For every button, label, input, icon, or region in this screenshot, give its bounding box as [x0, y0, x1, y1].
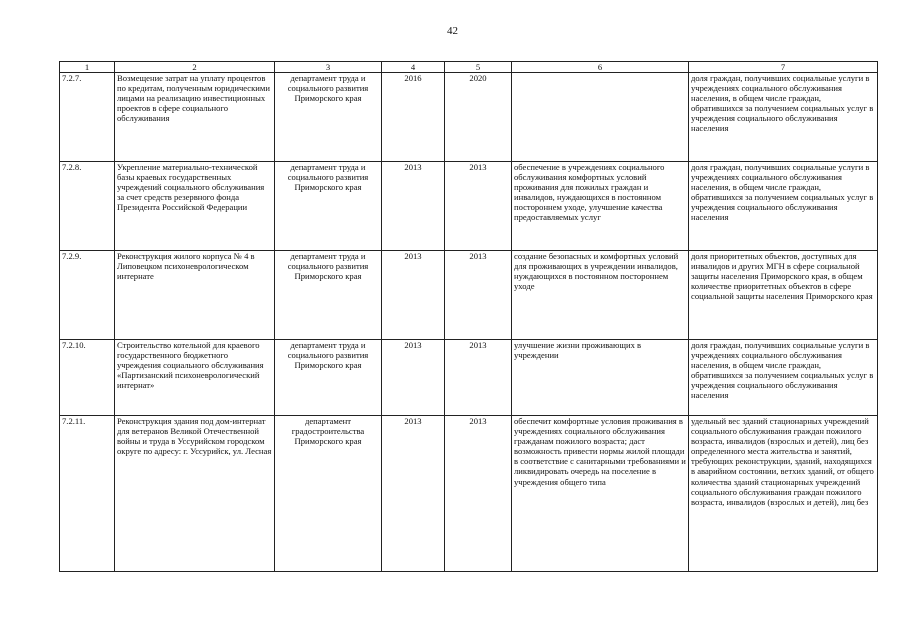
table-row — [60, 340, 878, 416]
column-header: 5 — [445, 62, 512, 73]
table-row — [60, 251, 878, 340]
program-activities-table — [59, 61, 878, 572]
activity-expected-result: создание безопасных и комфортных условий для проживающих в учреждении инвалидов, нуждающихся в постоянном постороннем уходе — [512, 251, 689, 340]
activity-start-year: 2013 — [382, 162, 445, 251]
activity-indicator: доля граждан, получивших социальные услуги в учреждениях социального обслуживания населения, в общем числе граждан, обратившихся за получением социальных услуг в учреждения социального обслуживания населения — [689, 340, 878, 416]
activity-indicator: доля граждан, получивших социальные услуги в учреждениях социального обслуживания населения, в общем числе граждан, обратившихся за получением социальных услуг в учреждения социального обслуживания населения — [689, 73, 878, 162]
activity-expected-result — [512, 73, 689, 162]
activity-indicator: доля граждан, получивших социальные услуги в учреждениях социального обслуживания населения, в общем числе граждан, обратившихся за получением социальных услуг в учреждения социального обслуживания населения — [689, 162, 878, 251]
column-header: 1 — [60, 62, 115, 73]
activity-executor: департамент градостроительства Приморского края — [275, 416, 382, 572]
activity-executor: департамент труда и социального развития Приморского края — [275, 340, 382, 416]
activity-number: 7.2.9. — [60, 251, 115, 340]
column-header: 2 — [115, 62, 275, 73]
page-number: 42 — [447, 25, 458, 37]
activity-name: Строительство котельной для краевого государственного бюджетного учреждения социального обслуживания «Партизанский психоневрологический интернат» — [115, 340, 275, 416]
table-row — [60, 162, 878, 251]
column-header: 3 — [275, 62, 382, 73]
activity-end-year: 2013 — [445, 162, 512, 251]
activity-indicator: удельный вес зданий стационарных учреждений социального обслуживания граждан пожилого возраста, инвалидов (взрослых и детей), лиц без определенного места жительства и занятий, требующих реконструкции, зданий, находящихся в аварийном состоянии, ветхих зданий, от общего количества зданий стационарных учреждений социального обслуживания граждан пожилого возраста, инвалидов (взрослых и детей), лиц без — [689, 416, 878, 572]
activity-end-year: 2013 — [445, 340, 512, 416]
activity-end-year: 2013 — [445, 416, 512, 572]
activity-name: Реконструкция жилого корпуса № 4 в Липовецком психоневрологическом интернате — [115, 251, 275, 340]
activity-start-year: 2013 — [382, 416, 445, 572]
activity-start-year: 2013 — [382, 340, 445, 416]
activity-expected-result: обеспечит комфортные условия проживания в учреждениях социального обслуживания гражданам пожилого возраста; даст возможность привести нормы жилой площади в соответствие с санитарными требованиями и ликвидировать очередь на поселение в учреждения общего типа — [512, 416, 689, 572]
activity-executor: департамент труда и социального развития Приморского края — [275, 162, 382, 251]
table-header-row — [60, 62, 878, 73]
activity-name: Укрепление материально-технической базы краевых государственных учреждений социального обслуживания за счет средств резервного фонда Президента Российской Федерации — [115, 162, 275, 251]
activity-end-year: 2020 — [445, 73, 512, 162]
activity-end-year: 2013 — [445, 251, 512, 340]
activity-start-year: 2013 — [382, 251, 445, 340]
activity-name: Возмещение затрат на уплату процентов по кредитам, полученным юридическими лицами на реализацию инвестиционных проектов в сфере социального обслуживания — [115, 73, 275, 162]
activity-executor: департамент труда и социального развития Приморского края — [275, 251, 382, 340]
table-row — [60, 73, 878, 162]
activity-indicator: доля приоритетных объектов, доступных для инвалидов и других МГН в сфере социальной защиты населения Приморского края, в общем количестве приоритетных объектов в сфере социальной защиты населения Приморского края — [689, 251, 878, 340]
activity-number: 7.2.10. — [60, 340, 115, 416]
activity-executor: департамент труда и социального развития Приморского края — [275, 73, 382, 162]
activity-number: 7.2.11. — [60, 416, 115, 572]
activity-number: 7.2.8. — [60, 162, 115, 251]
column-header: 6 — [512, 62, 689, 73]
activity-start-year: 2016 — [382, 73, 445, 162]
table-row — [60, 416, 878, 572]
activity-name: Реконструкция здания под дом-интернат для ветеранов Великой Отечественной войны и труда в Уссурийском городском округе по адресу: г. Уссурийск, ул. Лесная — [115, 416, 275, 572]
activity-expected-result: обеспечение в учреждениях социального обслуживания комфортных условий проживания для пожилых граждан и инвалидов, нуждающихся в постоянном постороннем уходе, улучшение качества предоставляемых услуг — [512, 162, 689, 251]
column-header: 7 — [689, 62, 878, 73]
activity-number: 7.2.7. — [60, 73, 115, 162]
activity-expected-result: улучшение жизни проживающих в учреждении — [512, 340, 689, 416]
column-header: 4 — [382, 62, 445, 73]
